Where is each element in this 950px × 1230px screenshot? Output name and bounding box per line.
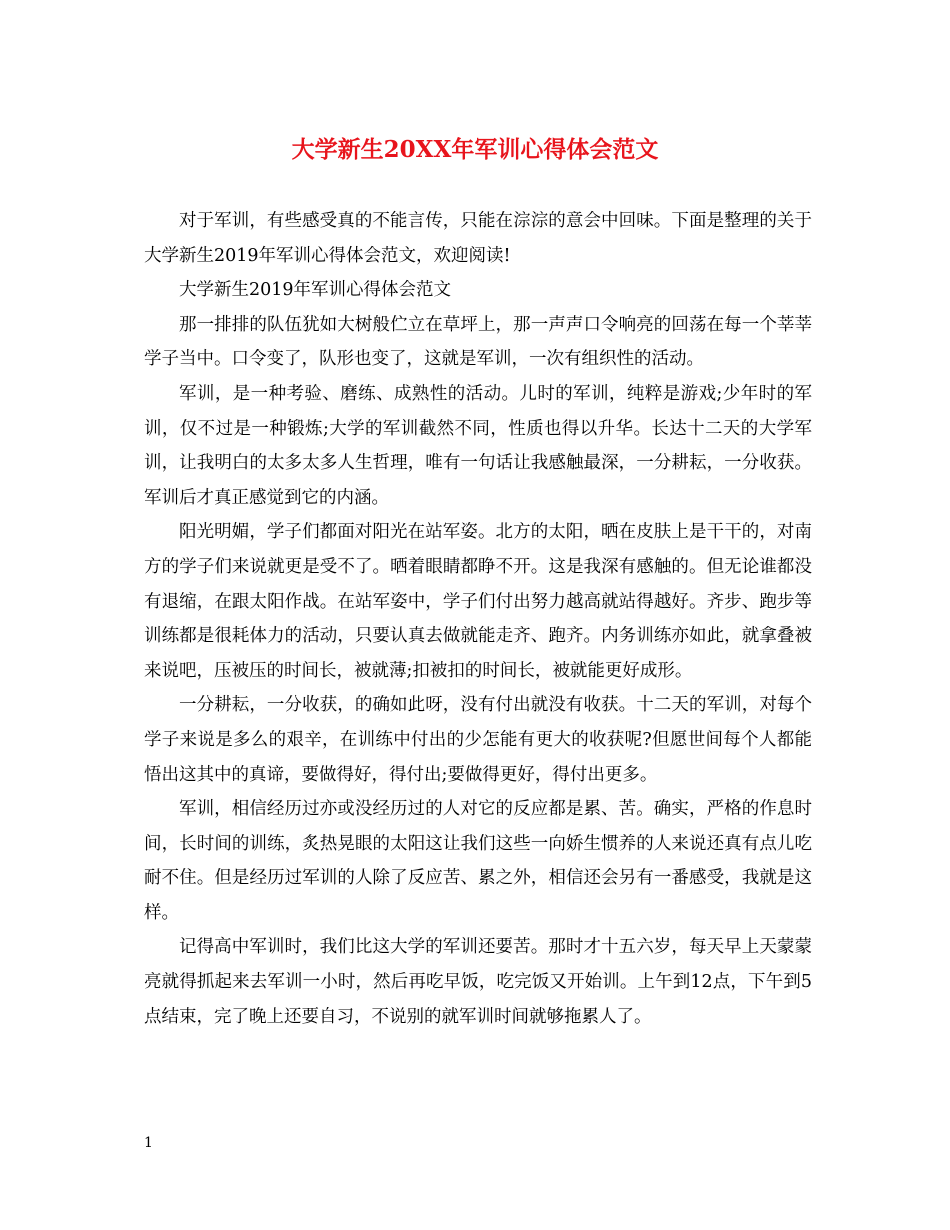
paragraph-test: 军训，是一种考验、磨练、成熟性的活动。儿时的军训，纯粹是游戏;少年时的军训，仅不过是一种锻炼;大学的军训截然不同，性质也得以升华。长达十二天的大学军训，让我明白的太多太多人生哲理，唯有一句话让我感触最深，一分耕耘，一分收获。军训后才真正感觉到它的内涵。 <box>144 383 812 508</box>
paragraph-intro: 对于军训，有些感受真的不能言传，只能在淙淙的意会中回味。下面是整理的关于大学新生2019年军训心得体会范文，欢迎阅读! <box>144 211 812 266</box>
paragraph-hardship: 军训，相信经历过亦或没经历过的人对它的反应都是累、苦。确实，严格的作息时间，长时间的训练，炙热晃眼的太阳这让我们这些一向娇生惯养的人来说还真有点儿吃耐不住。但是经历过军训的人除了反应苦、累之外，相信还会另有一番感受，我就是这样。 <box>144 799 812 923</box>
paragraph-highschool: 记得高中军训时，我们比这大学的军训还要苦。那时才十五六岁，每天早上天蒙蒙亮就得抓起来去军训一小时，然后再吃早饭，吃完饭又开始训。上午到12点，下午到5点结束，完了晚上还要自习，不说别的就军训时间就够拖累人了。 <box>144 937 812 1027</box>
paragraph-sunshine: 阳光明媚，学子们都面对阳光在站军姿。北方的太阳，晒在皮肤上是干干的，对南方的学子们来说就更是受不了。晒着眼睛都睁不开。这是我深有感触的。但无论谁都没有退缩，在跟太阳作战。在站军姿中，学子们付出努力越高就站得越好。齐步、跑步等训练都是很耗体力的活动，只要认真去做就能走齐、跑齐。内务训练亦如此，就拿叠被来说吧，压被压的时间长，被就薄;扣被扣的时间长，被就能更好成形。 <box>144 522 812 681</box>
paragraph-subtitle: 大学新生2019年军训心得体会范文 <box>179 280 452 301</box>
page-number: 1 <box>144 1135 153 1151</box>
document-body <box>144 204 812 1034</box>
paragraph-effort: 一分耕耘，一分收获，的确如此呀，没有付出就没有收获。十二天的军训，对每个学子来说是多么的艰辛，在训练中付出的少怎能有更大的收获呢?但愿世间每个人都能悟出这其中的真谛，要做得好，得付出;要做得更好，得付出更多。 <box>144 695 812 785</box>
document-title: 大学新生20XX年军训心得体会范文 <box>291 136 659 163</box>
paragraph-queue: 那一排排的队伍犹如大树般伫立在草坪上，那一声声口令响亮的回荡在每一个莘莘学子当中。口令变了，队形也变了，这就是军训，一次有组织性的活动。 <box>144 314 812 370</box>
